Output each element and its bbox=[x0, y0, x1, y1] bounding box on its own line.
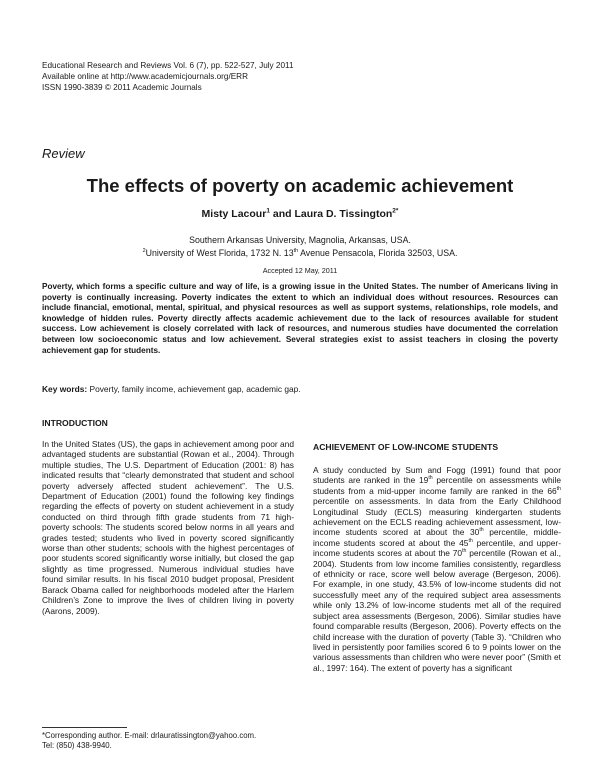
journal-line-2: Available online at http://www.academicjournals.org/ERR bbox=[42, 72, 249, 81]
journal-citation bbox=[42, 60, 294, 93]
keywords-label: Key words: bbox=[42, 384, 88, 394]
section-type: Review bbox=[42, 146, 85, 161]
footnote-line-1: *Corresponding author. E-mail: drlauratissington@yahoo.com. bbox=[42, 731, 257, 740]
corresponding-author-footnote bbox=[42, 731, 302, 751]
author-2: Laura D. Tissington bbox=[294, 208, 393, 220]
affiliation-2-marker: 2 bbox=[142, 248, 146, 255]
keywords-text: Poverty, family income, achievement gap, academic gap. bbox=[87, 384, 301, 394]
author-1: Misty Lacour bbox=[201, 208, 267, 220]
footnote-divider bbox=[42, 727, 127, 728]
author-2-marker: 2* bbox=[392, 207, 399, 215]
author-1-marker: 1 bbox=[266, 207, 270, 215]
affiliation-1: Southern Arkansas University, Magnolia, Arkansas, USA. bbox=[189, 235, 411, 245]
abstract: Poverty, which forms a specific culture and way of life, is a growing issue in the United States. The number of Americans living in poverty is continually increasing. Poverty indicates the extent to which an individual does without resources. Resources can include financial, emotional, mental, spiritual, and physical resources as well as support systems, relationships, role models, and knowledge of hidden rules. Poverty directly affects academic achievement due to the lack of resources available for student success. Low achievement is closely correlated with lack of resources, and numerous studies have documented the correlation between low socioeconomic status and low achievement. Several strategies exist to assist teachers in closing the poverty achievement gap for students. bbox=[42, 282, 558, 355]
paper-title: The effects of poverty on academic achievement bbox=[86, 175, 514, 196]
authors bbox=[0, 208, 600, 220]
achievement-text: A study conducted by Sum and Fogg (1991) found that poor students are ranked in the 19th percentile on assessments while students from a mid-upper income family are ranked in the 66th percentile on assessments. In data from the Early Childhood Longitudinal Study (ECLS) measuring kindergarten students achievement on the ECLS reading achievement assessment, low-income students scored at about the 30th percentile, middle-income students scored at about the 45th percentile, and upper-income students scores at about the 70th percentile (Rowan et al., 2004). Students from low income families consistently, regardless of ethnicity or race, score well below average (Bergeson, 2006). For example, in one study, 43.5% of low-income students did not successfully meet any of the required subject area assessments while only 13.2% of low-income students met all of the required subject area assessments (Bergeson, 2006). Similar studies have found comparable results (Bergeson, 2006). Poverty effects on the child increase with the duration of poverty (Table 3). “Children who lived in persistently poor families scored 6 to 9 points lower on the various assessments than children who were never poor” (Smith et al., 1997: 164). The extent of poverty has a significant bbox=[313, 465, 561, 673]
introduction-text: In the United States (US), the gaps in achievement among poor and advantaged students are substantial (Rowan et al., 2004). Through multiple studies, The U.S. Department of Education (2001: 8) has indicated results that “clearly demonstrated that student and school poverty adversely affected student achievement”. The U.S. Department of Education (2001) found the following key findings regarding the effects of poverty on student achievement in a study conducted on third through fifth grade students from 71 high-poverty schools: The students scored below norms in all years and grades tested; students who lived in poverty scored significantly worse than other students; schools with the highest percentages of poor students scored significantly worse initially, but closed the gap slightly as time progressed. Numerous individual studies have found similar results. In his fiscal 2010 budget proposal, President Barack Obama called for neighborhoods modeled after the Harlem Children’s Zone to improve the lives of children living in poverty (Aarons, 2009). bbox=[42, 439, 294, 616]
journal-line-3: ISSN 1990-3839 © 2011 Academic Journals bbox=[42, 83, 202, 92]
affiliation-2: $^2$University of West Florida, 1732 N. 13th Avenue Pensacola, Florida 32503, USA. bbox=[142, 248, 458, 258]
footnote-line-2: Tel: (850) 438-9940. bbox=[42, 741, 112, 750]
journal-line-1: Educational Research and Reviews Vol. 6 (7), pp. 522-527, July 2011 bbox=[42, 61, 294, 70]
keywords bbox=[42, 384, 558, 394]
accepted-date: Accepted 12 May, 2011 bbox=[262, 266, 338, 275]
authors-and: and bbox=[269, 208, 295, 220]
affiliations bbox=[0, 234, 600, 260]
achievement-heading: ACHIEVEMENT OF LOW-INCOME STUDENTS bbox=[313, 442, 499, 452]
introduction-heading: INTRODUCTION bbox=[42, 418, 108, 428]
